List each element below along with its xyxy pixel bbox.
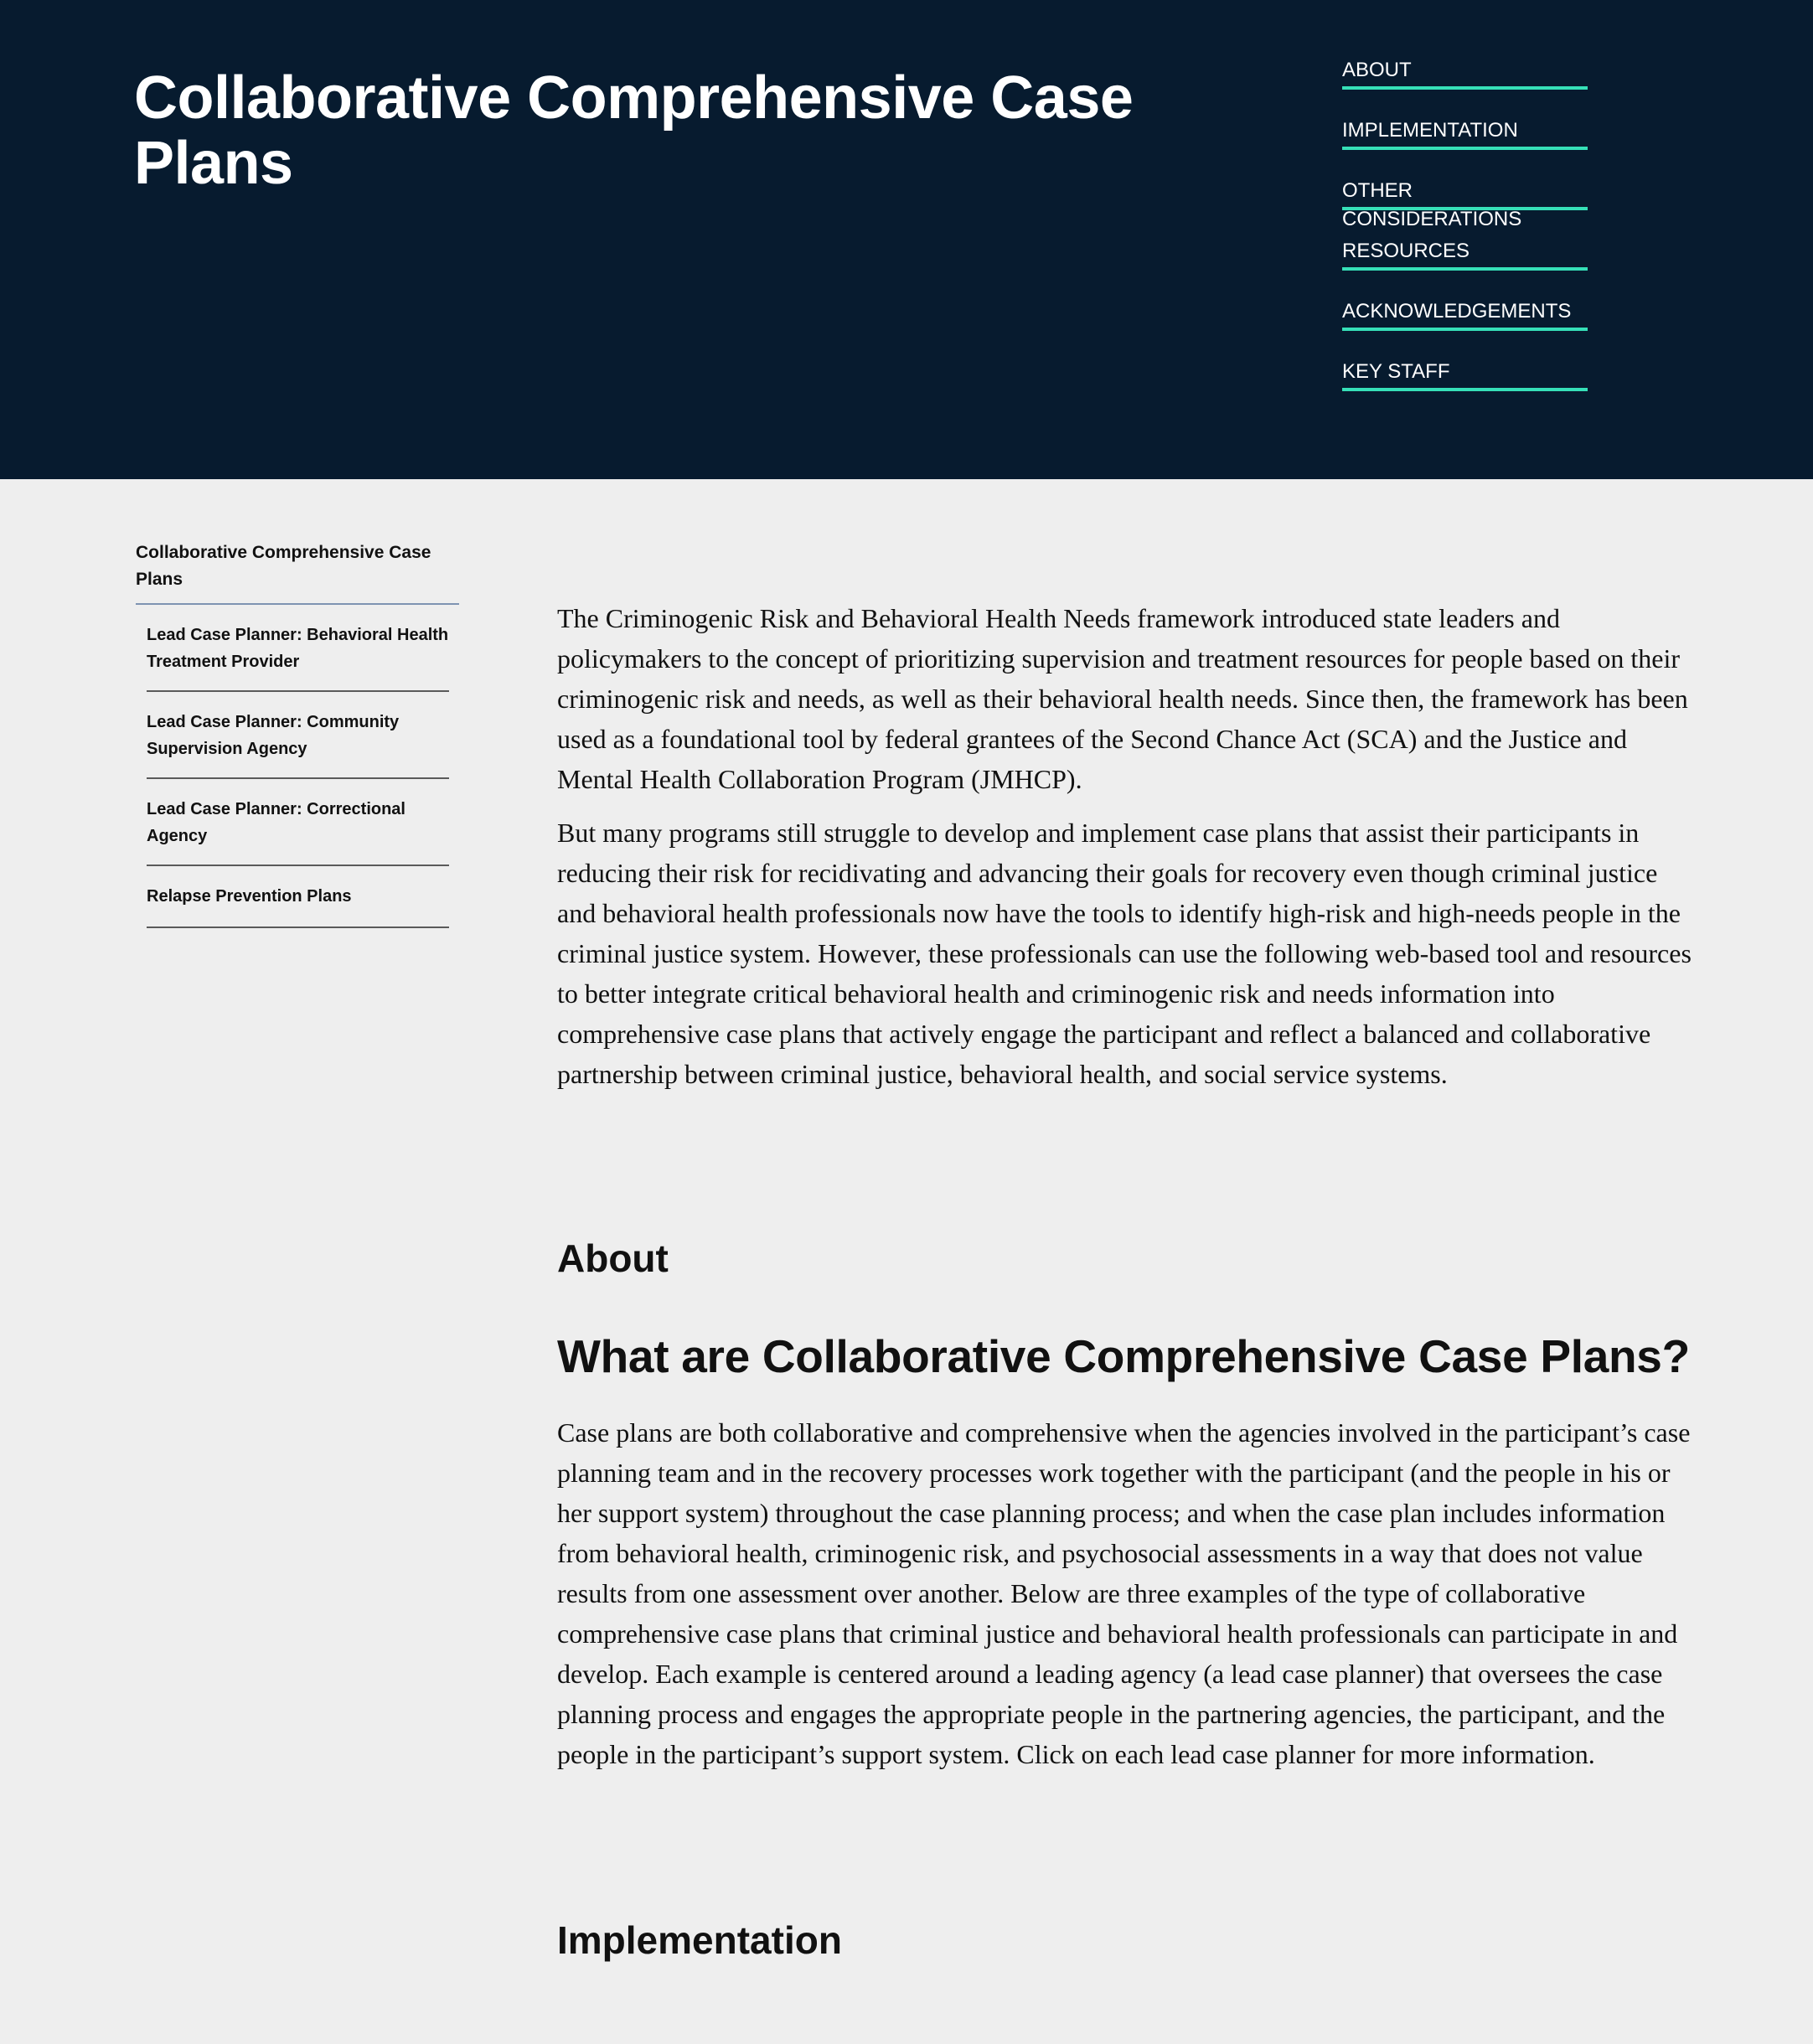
nav-link-about[interactable]	[1342, 55, 1588, 116]
sidebar-item-relapse-prevention-plans[interactable]: Relapse Prevention Plans	[147, 887, 352, 906]
about-section	[557, 1235, 1697, 1774]
section-body: Case plans are both collaborative and comprehensive when the agencies involved in the participant’s case planning team and in the recovery processes work together with the participant (and the people in his or her support system) throughout the case planning process; and when the case plan includes information from behavioral health, criminogenic risk, and psychosocial assessments in a way that does not value results from one assessment over another. Below are three examples of the type of collaborative comprehensive case plans that criminal justice and behavioral health professionals can participate in and develop. Each example is centered around a leading agency (a lead case planner) that oversees the case planning process and engages the appropriate people in the partnering agencies, the participant, and the people in the participant’s support system. Click on each lead case planner for more information.	[557, 1417, 1691, 1769]
nav-link-acknowledgements[interactable]	[1342, 297, 1588, 357]
nav-link-key-staff[interactable]	[1342, 357, 1588, 417]
site-header	[0, 0, 1813, 479]
sidebar-item	[147, 779, 449, 866]
sidebar-item	[147, 605, 449, 692]
nav-link-label: OTHER CONSIDERATIONS	[1342, 179, 1522, 230]
sidebar-item-correctional-agency[interactable]: Lead Case Planner: Correctional Agency	[147, 800, 405, 845]
nav-underline	[1342, 147, 1588, 150]
main-content	[557, 598, 1697, 1964]
nav-link-label: ABOUT	[1342, 59, 1412, 81]
sidebar-list	[147, 605, 449, 928]
nav-link-implementation[interactable]	[1342, 116, 1588, 176]
nav-underline	[1342, 328, 1588, 331]
nav-link-other-considerations[interactable]	[1342, 176, 1588, 236]
intro-paragraph: The Criminogenic Risk and Behavioral Health Needs framework introduced state leaders and policymakers to the concept of prioritizing supervision and treatment resources for people based on their criminogenic risk and needs, as well as their behavioral health needs. Since then, the framework has been used as a foundational tool by federal grantees of the Second Chance Act (SCA) and the Justice and Mental Health Collaboration Program (JMHCP).	[557, 603, 1688, 794]
nav-underline	[1342, 388, 1588, 391]
top-nav	[1342, 55, 1588, 417]
intro-paragraph: But many programs still struggle to develop and implement case plans that assist their participants in reducing their risk for recidivating and advancing their goals for recovery even though criminal justice and behavioral health professionals now have the tools to identify high-risk and high-needs people in the criminal justice system. However, these professionals can use the following web-based tool and resources to better integrate critical behavioral health and criminogenic risk and needs information into comprehensive case plans that actively engage the participant and reflect a balanced and collaborative partnership between criminal justice, behavioral health, and social service systems.	[557, 818, 1692, 1089]
section-label-implementation: Implementation	[557, 1918, 842, 1962]
sidebar-item-behavioral-health-treatment-provider[interactable]: Lead Case Planner: Behavioral Health Treatment Provider	[147, 626, 449, 671]
nav-link-label: ACKNOWLEDGEMENTS	[1342, 300, 1572, 323]
section-title: What are Collaborative Comprehensive Case Plans?	[557, 1330, 1690, 1382]
implementation-section	[557, 1917, 1697, 1964]
nav-link-label: KEY STAFF	[1342, 360, 1450, 383]
nav-link-label: IMPLEMENTATION	[1342, 119, 1518, 142]
sidebar-item-community-supervision-agency[interactable]: Lead Case Planner: Community Supervision Agency	[147, 713, 400, 758]
sidebar	[136, 539, 459, 928]
sidebar-item	[147, 692, 449, 779]
intro-section	[557, 598, 1697, 1094]
nav-underline	[1342, 86, 1588, 90]
sidebar-heading-link[interactable]: Collaborative Comprehensive Case Plans	[136, 539, 459, 605]
nav-link-resources[interactable]	[1342, 236, 1588, 297]
nav-underline	[1342, 267, 1588, 271]
page-title: Collaborative Comprehensive Case Plans	[134, 65, 1134, 197]
section-label-about: About	[557, 1236, 669, 1280]
sidebar-item	[147, 866, 449, 928]
nav-link-label: RESOURCES	[1342, 240, 1470, 262]
